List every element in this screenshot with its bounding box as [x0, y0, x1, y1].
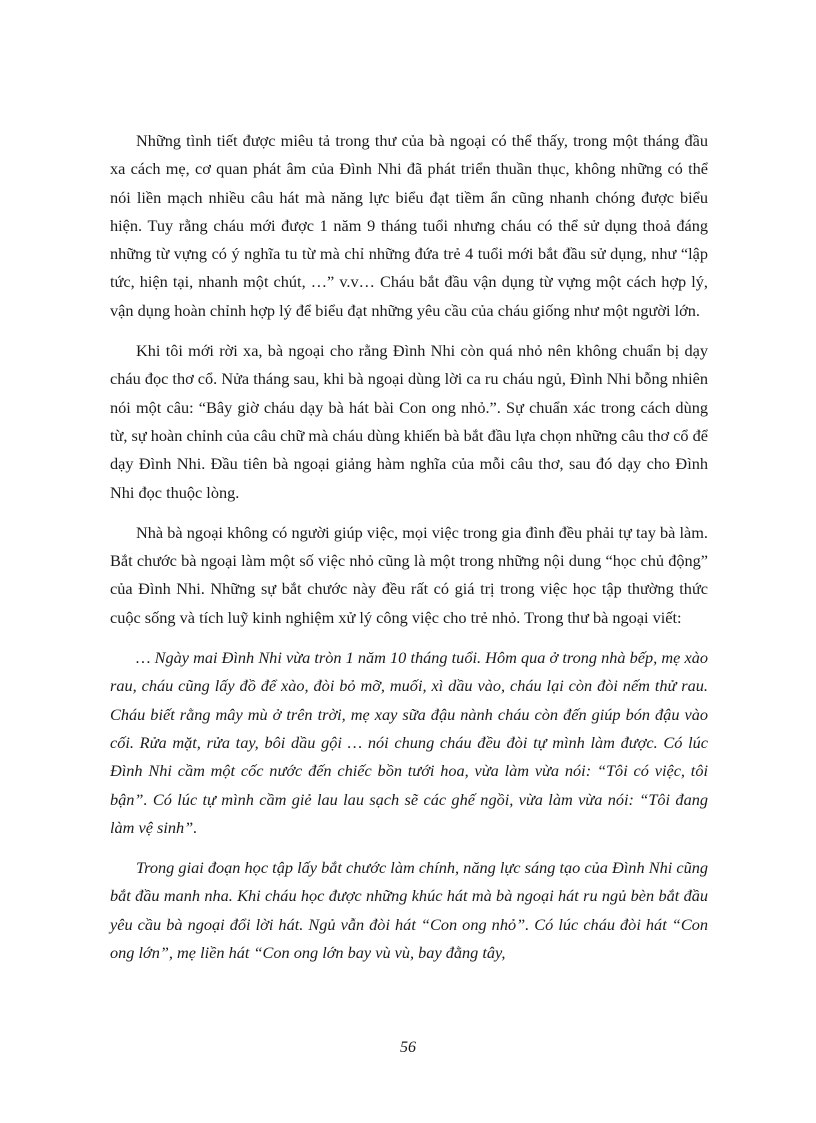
letter-quote-paragraph: … Ngày mai Đình Nhi vừa tròn 1 năm 10 tháng tuổi. Hôm qua ở trong nhà bếp, mẹ xào rau, cháu cũng lấy đồ để xào, đòi bỏ mỡ, muối, xì dầu vào, cháu lại còn đòi nếm thử rau. Cháu biết rằng mây mù ở trên trời, mẹ xay sữa đậu nành cháu còn đến giúp bón đậu vào cối. Rửa mặt, rửa tay, bôi dầu gội … nói chung cháu đều đòi tự mình làm được. Có lúc Đình Nhi cầm một cốc nước đến chiếc bồn tưới hoa, vừa làm vừa nói: “Tôi có việc, tôi bận”. Có lúc tự mình cầm giẻ lau lau sạch sẽ các ghế ngồi, vừa làm vừa nói: “Tôi đang làm vệ sinh”.: [110, 648, 708, 837]
paragraph-3: Nhà bà ngoại không có người giúp việc, mọi việc trong gia đình đều phải tự tay bà làm. Bắt chước bà ngoại làm một số việc nhỏ cũng là một trong những nội dung “học chủ động” của Đình Nhi. Những sự bắt chước này đều rất có giá trị trong việc học tập thường thức cuộc sống và tích luỹ kinh nghiệm xử lý công việc cho trẻ nhỏ. Trong thư bà ngoại viết:: [110, 522, 708, 627]
page-body: [110, 127, 708, 979]
paragraph-2: Khi tôi mới rời xa, bà ngoại cho rằng Đình Nhi còn quá nhỏ nên không chuẩn bị dạy cháu đọc thơ cổ. Nửa tháng sau, khi bà ngoại dùng lời ca ru cháu ngủ, Đình Nhi bỗng nhiên nói một câu: “Bây giờ cháu dạy bà hát bài Con ong nhỏ.”. Sự chuẩn xác trong cách dùng từ, sự hoàn chỉnh của câu chữ mà cháu dùng khiến bà bắt đầu lựa chọn những câu thơ cổ để dạy Đình Nhi. Đầu tiên bà ngoại giảng hàm nghĩa của mỗi câu thơ, sau đó dạy cho Đình Nhi đọc thuộc lòng.: [110, 341, 708, 502]
paragraph-1: Những tình tiết được miêu tả trong thư của bà ngoại có thể thấy, trong một tháng đầu xa cách mẹ, cơ quan phát âm của Đình Nhi đã phát triển thuần thục, không những có thể nói liền mạch nhiều câu hát mà năng lực biểu đạt tiềm ẩn cũng nhanh chóng được biểu hiện. Tuy rằng cháu mới được 1 năm 9 tháng tuổi nhưng cháu có thể sử dụng thoả đáng những từ vựng có ý nghĩa tu từ mà chỉ những đứa trẻ 4 tuổi mới bắt đầu sử dụng, như “lập tức, hiện tại, nhanh một chút, …” v.v… Cháu bắt đầu vận dụng từ vựng một cách hợp lý, vận dụng hoàn chỉnh hợp lý để biểu đạt những yêu cầu của cháu giống như một người lớn.: [110, 131, 708, 320]
paragraph-5: Trong giai đoạn học tập lấy bắt chước làm chính, năng lực sáng tạo của Đình Nhi cũng bắt đầu manh nha. Khi cháu học được những khúc hát mà bà ngoại hát ru ngủ bèn bắt đầu yêu cầu bà ngoại đổi lời hát. Ngủ vẫn đòi hát “Con ong nhỏ”. Có lúc cháu đòi hát “Con ong lớn”, mẹ liền hát “Con ong lớn bay vù vù, bay đằng tây,: [110, 858, 708, 963]
page-number: 56: [400, 1039, 416, 1056]
